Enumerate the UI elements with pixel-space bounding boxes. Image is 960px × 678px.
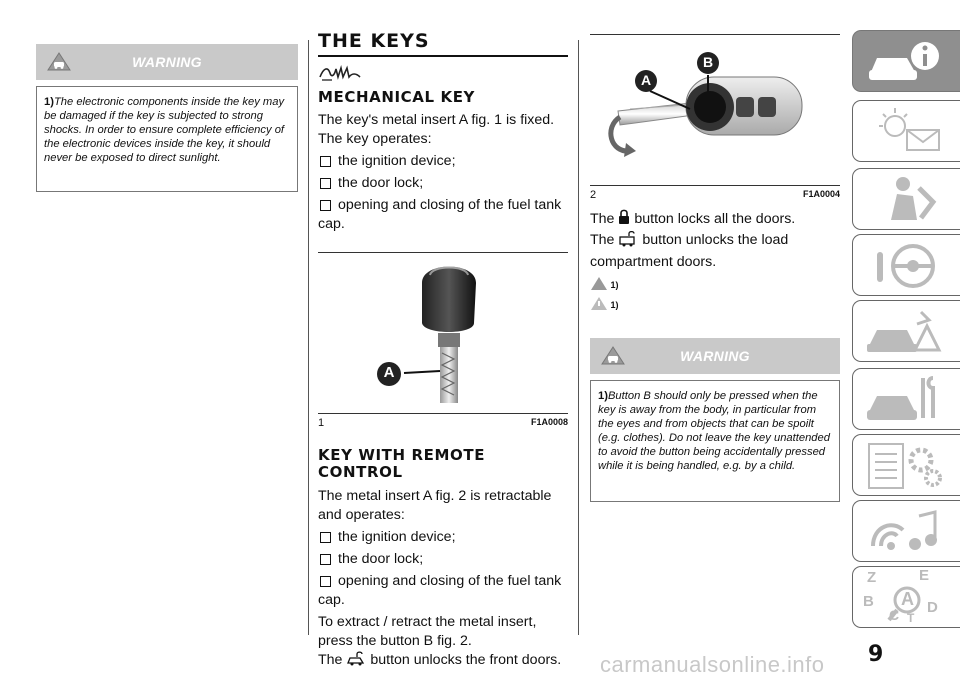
index-letter: Z: [867, 569, 877, 586]
watermark: carmanualsonline.info: [600, 652, 825, 677]
car-info-icon: [863, 36, 953, 88]
checkbox-icon: [320, 532, 331, 543]
warning-header: [590, 338, 840, 374]
figure-number: 1: [318, 417, 325, 429]
warning-ref: 1): [598, 390, 608, 402]
checkbox-icon: [320, 178, 331, 189]
label-b: B: [702, 54, 714, 70]
warning-ref: 1): [44, 96, 54, 108]
technical-data-icon: [863, 440, 953, 492]
checkbox-icon: [320, 554, 331, 565]
warning-triangle-icon: [590, 276, 608, 296]
safety-icon: [863, 174, 953, 226]
caution-triangle-icon: [590, 296, 608, 316]
tab-maintenance[interactable]: [852, 368, 960, 430]
warning-header: [36, 44, 298, 80]
figure-1-caption: [318, 417, 568, 431]
reference-row: [590, 276, 840, 316]
index-letter: E: [919, 567, 930, 584]
warning-body: [590, 380, 840, 502]
reference-2: 1): [610, 300, 619, 310]
label-a: A: [383, 364, 395, 381]
remote-item-2: the door lock;: [318, 550, 568, 569]
multimedia-icon: [863, 506, 953, 558]
tab-technical-data[interactable]: [852, 434, 960, 496]
mech-item-2: the door lock;: [318, 174, 568, 193]
remote-key-heading: KEY WITH REMOTE CONTROL: [318, 446, 486, 481]
maintenance-icon: [863, 374, 953, 426]
warning-text: The electronic components inside the key may be damaged if the key is subjected to strong shocks. In order to ensure complete efficiency of the electronic devices inside the key, it should never be exposed to direct sunlight.: [44, 96, 285, 164]
driving-icon: [863, 240, 953, 292]
tab-driving[interactable]: [852, 234, 960, 296]
index-letter: C: [889, 607, 900, 623]
figure-2-caption: [590, 189, 840, 203]
index-letter: A: [901, 589, 914, 609]
warning-lights-icon: [863, 106, 953, 158]
remote-key-illustration: [590, 35, 840, 185]
checkbox-icon: [320, 156, 331, 167]
remote-item-3: opening and closing of the fuel tank cap.: [318, 573, 562, 608]
index-letter: B: [863, 593, 874, 610]
figure-2: [590, 34, 840, 203]
column-divider: [308, 40, 309, 635]
reference-1: 1): [610, 280, 619, 290]
left-column: [36, 44, 298, 192]
tab-emergency[interactable]: [852, 300, 960, 362]
tab-multimedia[interactable]: [852, 500, 960, 562]
figure-1: [318, 252, 568, 431]
checkbox-icon: [320, 200, 331, 211]
index-letter: T: [907, 611, 915, 625]
checkbox-icon: [320, 576, 331, 587]
tab-car-info[interactable]: [852, 30, 960, 92]
index-letter: D: [927, 599, 938, 616]
car-warning-icon: [46, 52, 72, 77]
padlock-icon: [618, 209, 630, 231]
section-title: THE KEYS: [318, 30, 568, 57]
tab-safety[interactable]: [852, 168, 960, 230]
label-a: A: [640, 72, 652, 88]
warning-title: WARNING: [132, 54, 202, 70]
extract-instructions: To extract / retract the metal insert, press the button B fig. 2.: [318, 614, 537, 649]
remote-key-intro: The metal insert A fig. 2 is retractable and operates:: [318, 488, 552, 523]
mechanical-key-heading: MECHANICAL KEY: [318, 88, 476, 106]
car-warning-icon: [600, 346, 626, 371]
load-unlock-icon: [618, 231, 638, 253]
warning-title: WARNING: [680, 348, 750, 364]
middle-column: [318, 30, 568, 673]
mech-item-1: the ignition device;: [318, 152, 568, 171]
mechanical-key-illustration: [318, 253, 568, 413]
mechanical-key-intro: The key's metal insert A fig. 1 is fixed. The key operates:: [318, 112, 555, 147]
warning-box-right: [590, 338, 840, 502]
unlock-front-icon: [346, 651, 366, 673]
tab-warning-lights[interactable]: [852, 100, 960, 162]
lock-all-line: The button locks all the doors.: [590, 209, 840, 231]
remote-item-1: the ignition device;: [318, 528, 568, 547]
figure-code: F1A0004: [802, 189, 840, 199]
tab-index[interactable]: [852, 566, 960, 628]
mech-item-3: opening and closing of the fuel tank cap.: [318, 197, 562, 232]
handwriting-icon: [318, 63, 568, 85]
warning-text: Button B should only be pressed when the key is away from the body, in particular from the eyes and from objects that can be spoilt (e.g. clothes). Do not leave the key unattended to avoid the button being accidentally pressed while it is being handled, e.g. by a child.: [598, 390, 830, 472]
page-number: 9: [868, 642, 884, 667]
right-column: [590, 34, 840, 502]
figure-code: F1A0008: [530, 417, 568, 427]
column-divider: [578, 40, 579, 635]
load-compartment-line: The button unlocks the load compartment doors.: [590, 232, 789, 270]
figure-number: 2: [590, 189, 597, 201]
front-doors-line: The button unlocks the front doors.: [318, 651, 568, 673]
emergency-icon: [863, 306, 953, 358]
warning-body: [36, 86, 298, 192]
